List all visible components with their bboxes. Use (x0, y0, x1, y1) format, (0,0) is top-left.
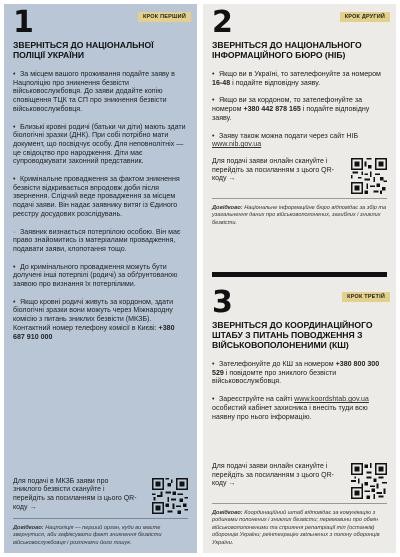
koordshtab-site-link[interactable]: www.koordshtab.gov.ua (294, 395, 369, 404)
step-2-section (203, 4, 396, 233)
ksh-phone[interactable]: +380 800 300 529 (212, 360, 380, 377)
list-item: • До кримінального провадження можуть бути долучені інші потерпілі (родичі) за обґрунтованою заявою про визнання їх потерпілими. (13, 262, 178, 289)
step-3-tag: КРОК ТРЕТІЙ (342, 292, 390, 302)
list-item: • Заяву також можна подати через сайт НІБ www.nib.gov.ua (212, 131, 359, 149)
nib-ua-phone[interactable]: 16-48 (212, 78, 231, 87)
step-2-header (203, 4, 396, 40)
list-item: • Близькі кровні родичі (батьки чи діти) мають здати біологічні зразки (ДНК). При собі потрібно мати документ, що посвідчує особу. Для неповнолітніх — це свідоцтво про народження. Діти має супроводжувати законний представник. (13, 122, 186, 166)
step-3-qr-text: Для подачі заяви онлайн скануйте і перейдіть за посиланням з цього QR-коду → (212, 462, 334, 488)
list-item: • Зателефонуйте до КШ за номером +380 800 300 529 і повідомте про зниклого безвісти військовослужбовця. (212, 360, 380, 386)
step-1-qr-text: Для подачі в МКЗБ заяви про зниклого безвісти скануйте і перейдіть за посиланням із цього QR-коду → (13, 477, 137, 511)
steps-2-3-panel (203, 4, 396, 553)
step-1-note: Довідково: Нацполіція — перший орган, куди ви маєте звернутися, аби зафіксувати факт зникнення безвісти військовослужбовця і розпочати його пошук. (13, 524, 162, 546)
step-1-panel (4, 4, 197, 553)
step-2-tag: КРОК ДРУГИЙ (340, 12, 390, 22)
step-2-title: ЗВЕРНІТЬСЯ ДО НАЦІОНАЛЬНОГО ІНФОРМАЦІЙНОГО БЮРО (НІБ) (212, 40, 362, 60)
step-2-number: 2 (212, 5, 233, 40)
step-3-footer (203, 461, 396, 553)
step-3-section (203, 284, 396, 430)
step-3-header (203, 284, 396, 320)
step-3-title: ЗВЕРНІТЬСЯ ДО КООРДИНАЦІЙНОГО ШТАБУ З ПИТАНЬ ПОВОДЖЕННЯ З ВІЙСЬКОВОПОЛОНЕНИМИ (КШ) (212, 320, 373, 350)
step-3-qr-row (203, 463, 396, 503)
list-item: · Заявник визнається потерпілою особою. Він має право знайомитись із матеріалами провадження, подавати заяви, клопотання тощо. (13, 227, 181, 253)
nib-abroad-phone[interactable]: +380 442 878 165 (243, 105, 301, 114)
list-item: • Якщо кровні родичі живуть за кордоном, здати біологічні зразки вони можуть через Міжнародну комісію з питань зниклих безвісти (МКЗБ). Контактний номер телефону комісії в Києві: +380 687 910 000 (13, 297, 175, 341)
step-2-qr-text: Для подачі заяви онлайн скануйте і перейдіть за посиланням з цього QR-коду → (212, 157, 334, 183)
step-2-note: Довідково: Національне інформаційне бюро відповідає за збір та узагальнення даних про військовополонених, загиблих і зниклих безвісти. (212, 204, 387, 226)
step-3-note: Довідково: Координаційний штаб відповідає за комунікацію з родинами полонених і зниклих безвісти; перемовини про обмін військовополоненими та сприяння репатріації тіл (останків) оборонців України; реінтеграцію звільнених з полону оборонців України. (212, 509, 380, 546)
section-divider (212, 272, 387, 277)
nib-site-link[interactable]: www.nib.gov.ua (212, 140, 262, 149)
list-item: • Зареєструйте на сайті www.koordshtab.gov.ua особистий кабінет захисника і внесіть туди всю наявну про нього інформацію. (212, 395, 369, 421)
list-item: • Кримінальне провадження за фактом зникнення безвісти відкривається впродовж доби після звернення. Слідчий веде провадження за місцем подачі заяви. Він надає заявнику витяг із Єдиного реєстру досудових розслідувань. (13, 175, 180, 218)
step-3-bullets (203, 360, 396, 421)
list-item: • Якщо ви в Україні, то зателефонуйте за номером 16-48 і подайте відповідну заяву. (212, 70, 381, 87)
step-3-number: 3 (212, 285, 233, 320)
step-2-bullets (203, 70, 396, 149)
step-1-bullets (4, 70, 197, 341)
step-1-number: 1 (13, 5, 34, 40)
step-1-header (4, 4, 197, 40)
step-1-tag: КРОК ПЕРШИЙ (138, 12, 191, 22)
mkzb-phone[interactable]: +380 687 910 000 (13, 323, 175, 341)
step-1-qr-row (4, 478, 197, 518)
qr-code-icon[interactable] (351, 158, 387, 194)
list-item: • Якщо ви за кордоном, то зателефонуйте за номером +380 442 878 165 і подайте відповідну заяву. (212, 96, 370, 122)
qr-code-icon[interactable] (351, 463, 387, 499)
step-1-title: ЗВЕРНІТЬСЯ ДО НАЦІОНАЛЬНОЇ ПОЛІЦІЇ УКРАЇНИ (13, 40, 154, 60)
step-1-footer (4, 476, 197, 553)
qr-code-icon[interactable] (152, 478, 188, 514)
step-2-qr-row (203, 158, 396, 198)
list-item: • За місцем вашого проживання подайте заяву в Нацполіцію про зникнення безвісти військовослужбовця. До заяви додайте копію сповіщення ТЦК та СП про зникнення безвісти військовослужбовця. (13, 70, 175, 113)
